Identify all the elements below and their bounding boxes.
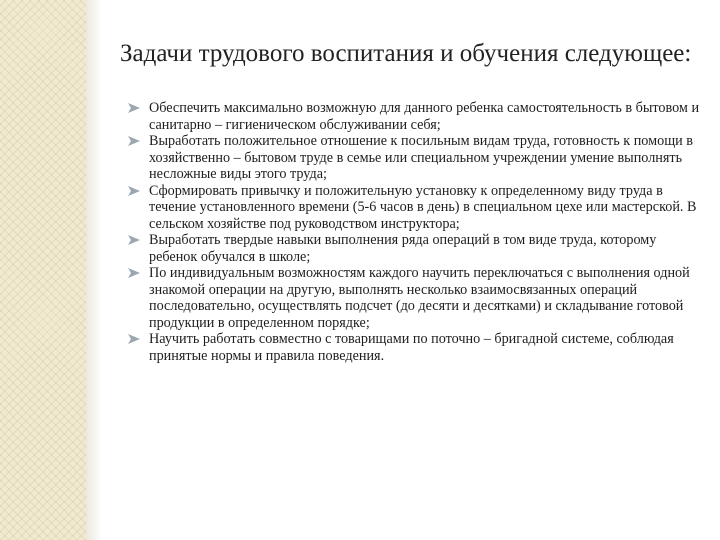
list-item-text: Выработать положительное отношение к посильным видам труда, готовность к помощи в хозяйственно – бытовом труде в семье или специальном учреждении умение выполнять несложные виды этого труда; <box>149 133 693 182</box>
decorative-side-pattern <box>0 0 86 540</box>
bullet-list <box>128 100 700 364</box>
bullet-arrow-icon <box>128 268 140 278</box>
bullet-arrow-icon <box>128 103 140 113</box>
bullet-arrow-icon <box>128 186 140 196</box>
decorative-side-edge <box>86 0 102 540</box>
list-item-text: По индивидуальным возможностям каждого научить переключаться с выполнения одной знакомой операции на другую, выполнять несколько взаимосвязанных операций последовательно, осуществлять подсчет (до десяти и десятками) и складывание готовой продукции в определенном порядке; <box>149 265 690 331</box>
list-item-text: Научить работать совместно с товарищами по поточно – бригадной системе, соблюдая принятые нормы и правила поведения. <box>149 331 674 364</box>
list-item-text: Выработать твердые навыки выполнения ряда операций в том виде труда, которому ребенок обучался в школе; <box>149 232 657 265</box>
slide-title: Задачи трудового воспитания и обучения следующее: <box>120 39 692 67</box>
list-item-text: Обеспечить максимально возможную для данного ребенка самостоятельность в бытовом и санитарно – гигиеническом обслуживании себя; <box>149 100 700 133</box>
bullet-arrow-icon <box>128 334 140 344</box>
list-item <box>128 100 700 133</box>
bullet-arrow-icon <box>128 235 140 245</box>
list-item <box>128 183 700 233</box>
list-item-text: Сформировать привычку и положительную установку к определенному виду труда в течение установленного времени (5-6 часов в день) в специальном цехе или мастерской. В сельском хозяйстве под руководством инструктора; <box>149 182 697 232</box>
list-item <box>128 265 700 331</box>
bullet-arrow-icon <box>128 136 140 146</box>
list-item <box>128 232 700 265</box>
list-item <box>128 331 700 364</box>
list-item <box>128 133 700 183</box>
